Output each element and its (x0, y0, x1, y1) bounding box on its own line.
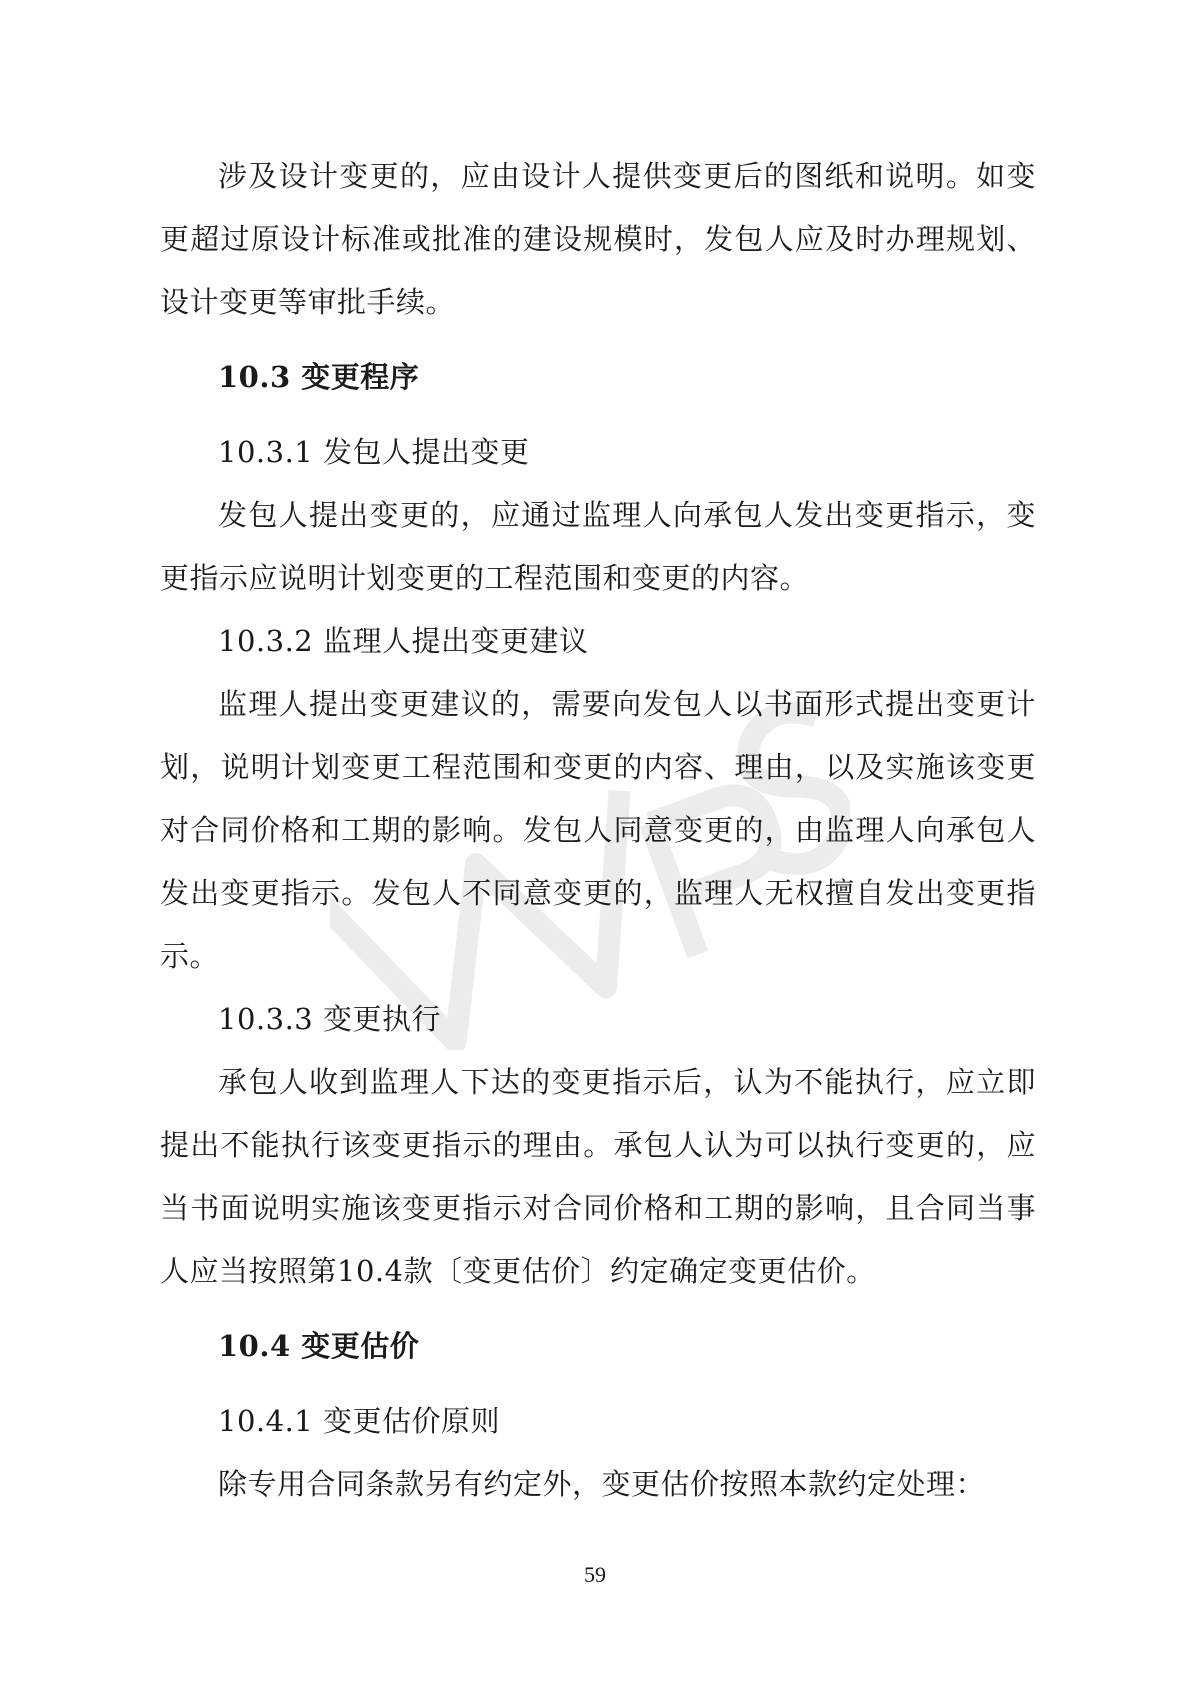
paragraph-employer-change: 发包人提出变更的，应通过监理人向承包人发出变更指示，变更指示应说明计划变更的工程范围和变更的内容。 (160, 498, 1036, 595)
paragraph-design-change: 涉及设计变更的，应由设计人提供变更后的图纸和说明。如变更超过原设计标准或批准的建设规模时，发包人应及时办理规划、设计变更等审批手续。 (160, 159, 1036, 319)
subsection-heading-10-3-2: 10.3.2 监理人提出变更建议 (218, 624, 589, 658)
section-heading-10-4: 10.4 变更估价 (218, 1329, 420, 1363)
page-number: 59 (584, 1562, 606, 1587)
page-content (160, 145, 1036, 1516)
subsection-heading-10-3-1: 10.3.1 发包人提出变更 (218, 435, 530, 469)
section-heading-10-3: 10.3 变更程序 (218, 360, 420, 394)
paragraph-change-execution: 承包人收到监理人下达的变更指示后，认为不能执行，应立即提出不能执行该变更指示的理由。承包人认为可以执行变更的，应当书面说明实施该变更指示对合同价格和工期的影响，且合同当事人应当按照第10.4款〔变更估价〕约定确定变更估价。 (160, 1065, 1036, 1288)
subsection-heading-10-3-3: 10.3.3 变更执行 (218, 1002, 441, 1036)
subsection-heading-10-4-1: 10.4.1 变更估价原则 (218, 1404, 500, 1438)
paragraph-supervisor-suggestion: 监理人提出变更建议的，需要向发包人以书面形式提出变更计划，说明计划变更工程范围和变更的内容、理由，以及实施该变更对合同价格和工期的影响。发包人同意变更的，由监理人向承包人发出变更指示。发包人不同意变更的，监理人无权擅自发出变更指示。 (160, 687, 1036, 973)
paragraph-valuation-principle: 除专用合同条款另有约定外，变更估价按照本款约定处理： (218, 1467, 986, 1501)
